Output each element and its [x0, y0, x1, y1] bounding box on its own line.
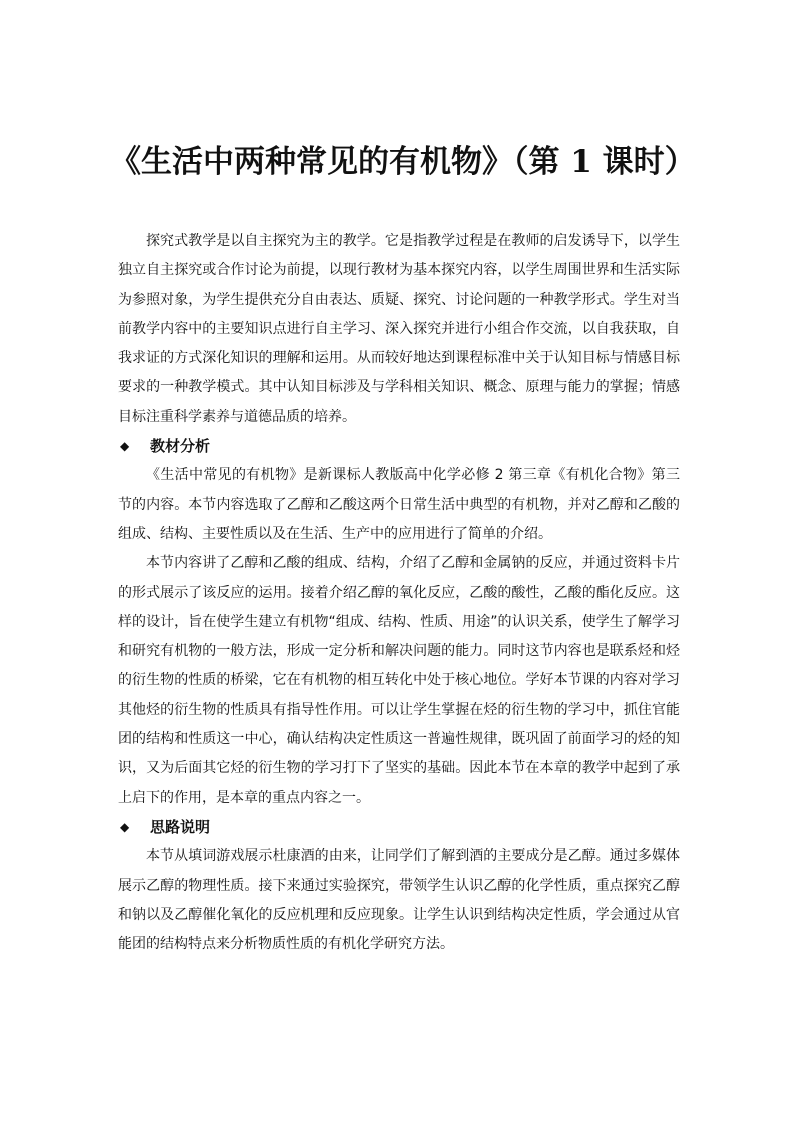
section-heading-approach: [118, 813, 680, 842]
section-heading-materials: [118, 432, 680, 461]
diamond-bullet-icon: ◆: [120, 819, 130, 834]
diamond-bullet-icon: ◆: [120, 439, 130, 454]
intro-paragraph: 探究式教学是以自主探究为主的教学。它是指教学过程是在教师的启发诱导下，以学生独立自主探究或合作讨论为前提，以现行教材为基本探究内容，以学生周围世界和生活实际为参照对象，为学生提供充分自由表达、质疑、探究、讨论问题的一种教学形式。学生对当前教学内容中的主要知识点进行自主学习、深入探究并进行小组合作交流，以自我获取，自我求证的方式深化知识的理解和运用。从而较好地达到课程标准中关于认知目标与情感目标要求的一种教学模式。其中认知目标涉及与学科相关知识、概念、原理与能力的掌握；情感目标注重科学素养与道德品质的培养。: [118, 233, 680, 425]
document-title: 《生活中两种常见的有机物》（第 1 课时）: [110, 144, 696, 180]
section-heading-label: 教材分析: [150, 437, 211, 456]
document-body: [118, 227, 680, 959]
approach-paragraph-1: 本节从填词游戏展示杜康酒的由来，让同学们了解到酒的主要成分是乙醇。通过多媒体展示乙醇的物理性质。接下来通过实验探究，带领学生认识乙醇的化学性质，重点探究乙醇和钠以及乙醇催化氧化的反应机理和反应现象。让学生认识到结构决定性质，学会通过从官能团的结构特点来分析物质性质的有机化学研究方法。: [118, 848, 680, 953]
materials-paragraph-1: 《生活中常见的有机物》是新课标人教版高中化学必修 2 第三章《有机化合物》第三节的内容。本节内容选取了乙醇和乙酸这两个日常生活中典型的有机物，并对乙醇和乙酸的组成、结构、主要性质以及在生活、生产中的应用进行了简单的介绍。: [118, 467, 680, 542]
section-heading-label: 思路说明: [150, 817, 211, 836]
materials-paragraph-2: 本节内容讲了乙醇和乙酸的组成、结构，介绍了乙醇和金属钠的反应，并通过资料卡片的形式展示了该反应的运用。接着介绍乙醇的氧化反应，乙酸的酸性，乙酸的酯化反应。这样的设计，旨在使学生建立有机物“组成、结构、性质、用途”的认识关系，使学生了解学习和研究有机物的一般方法，形成一定分析和解决问题的能力。同时这节内容也是联系烃和烃的衍生物的性质的桥梁，它在有机物的相互转化中处于核心地位。学好本节课的内容对学习其他烃的衍生物的性质具有指导性作用。可以让学生掌握在烃的衍生物的学习中，抓住官能团的结构和性质这一中心，确认结构决定性质这一普遍性规律，既巩固了前面学习的烃的知识，又为后面其它烃的衍生物的学习打下了坚实的基础。因此本节在本章的教学中起到了承上启下的作用，是本章的重点内容之一。: [118, 555, 680, 806]
